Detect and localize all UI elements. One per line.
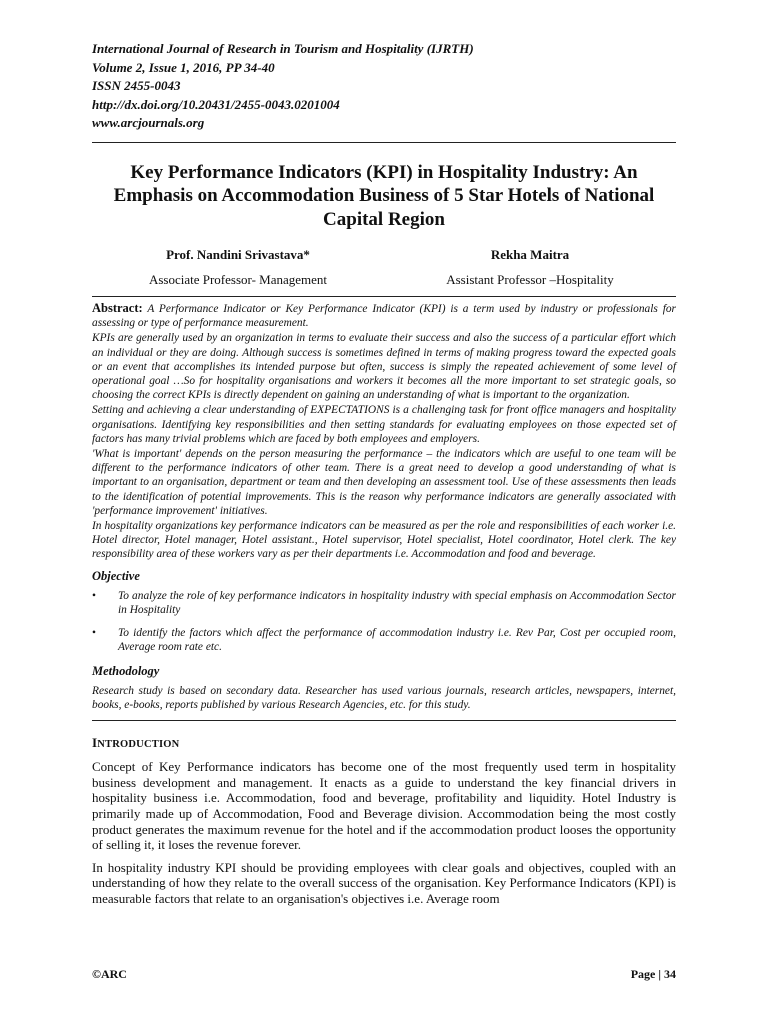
body-paragraph: Concept of Key Performance indicators has become one of the most frequently used term in hospitality business development and management. It enacts as a guide to understand the key financial drivers in hospitality business i.e. Accommodation, food and beverage, profitability and liquidity. Hotel Industry is primarily made up of Accommodation, Food and Beverage division. Accommodation being the most costly product generates the maximum revenue for the hotel and if the accommodation product looses the opportunity of selling it, it loses the revenue forever. [92,759,676,853]
abstract-label: Abstract: [92,301,143,315]
list-item: • To analyze the role of key performance indicators in hospitality industry with special emphasis on Accommodation Sector in Hospitality [92,589,676,617]
paper-title: Key Performance Indicators (KPI) in Hospitality Industry: An Emphasis on Accommodation Business of 5 Star Hotels of National Capital Region [113,161,655,230]
introduction-heading: INTRODUCTION [92,735,180,751]
journal-volume: Volume 2, Issue 1, 2016, PP 34-40 [92,59,275,75]
page-number: Page | 34 [630,967,676,981]
section-divider [92,720,676,721]
body-paragraph: In hospitality industry KPI should be providing employees with clear goals and objectives, coupled with an understanding of how they relate to the overall success of the organisation. Key Performance Indicators (KPI) is measurable factors that relate to an organisation's objectives i.e. Average room [92,859,676,907]
abstract-paragraph: 'What is important' depends on the person measuring the performance – the indicators which are useful to one team will be different to the performance indicators of other team. There is a great need to develop a good understanding of what is important to an organisation, department or team and then developing an assessment tool. Use of these assessments then leads to the identification of potential improvements. This is the reason why performance indicators are generally associated with 'performance improvement' initiatives. [92,448,676,517]
journal-header [92,0,676,133]
author-1 [92,245,384,290]
author-name: Prof. Nandini Srivastava* [166,247,310,262]
abstract-paragraph: KPIs are generally used by an organization in terms to evaluate their success and also the success of a particular effort which an individual or they are doing. Although success is sometimes defined in terms of making progress toward the expected goals or an event that accomplishes its intended purpose but often, success is simply the repeated achievement of some level of operational goal …So for hospitality organisations and workers it becomes all the more important to set strategic goals, so choosing the correct KPIs is directly dependent on gaining an understanding of what is important to the organization. [92,332,676,402]
footer-publisher: ©ARC [92,967,127,981]
list-item: • To identify the factors which affect the performance of accommodation industry i.e. Rev Par, Cost per occupied room, Average room rate etc. [92,627,676,654]
page-footer [92,967,676,982]
author-2 [384,245,676,290]
abstract-divider [92,296,676,297]
author-affiliation: Associate Professor- Management [148,272,328,287]
abstract [92,301,676,712]
abstract-paragraph: In hospitality organizations key performance indicators can be measured as per the role and responsibilities of each worker i.e. Hotel director, Hotel manager, Hotel assistant., Hotel supervisor, Hotel specialist, Hotel coordinator, Hotel clerk. The key responsibility area of these workers vary as per their departments i.e. Accommodation and food and beverage. [92,520,676,561]
bullet-icon: • [92,589,96,602]
journal-issn: ISSN 2455-0043 [92,78,181,93]
journal-website[interactable]: www.arcjournals.org [92,115,205,130]
journal-doi[interactable]: http://dx.doi.org/10.20431/2455-0043.0201004 [92,96,340,112]
bullet-icon: • [92,627,96,640]
methodology-heading: Methodology [92,663,160,678]
methodology-text: Research study is based on secondary data. Researcher has used various journals, research articles, newspapers, internet, books, e-books, reports published by various Research Agencies, etc. for this study. [92,684,676,712]
author-affiliation: Assistant Professor –Hospitality [446,272,614,287]
author-name: Rekha Maitra [490,247,570,262]
abstract-paragraph: Abstract: A Performance Indicator or Key Performance Indicator (KPI) is a term used by industry or professionals for assessing or type of performance measurement. [92,301,676,330]
journal-name: International Journal of Research in Tourism and Hospitality (IJRTH) [92,41,474,56]
abstract-paragraph: Setting and achieving a clear understanding of EXPECTATIONS is a challenging task for front office managers and hospitality organisations. Identifying key responsibilities and then setting standards for evaluating employees on those expected set of factors has many trivial problems which are faced by both employees and employers. [92,404,676,445]
header-divider [92,142,676,143]
author-block [92,245,676,290]
objective-list [92,589,676,655]
objective-heading: Objective [92,568,140,583]
